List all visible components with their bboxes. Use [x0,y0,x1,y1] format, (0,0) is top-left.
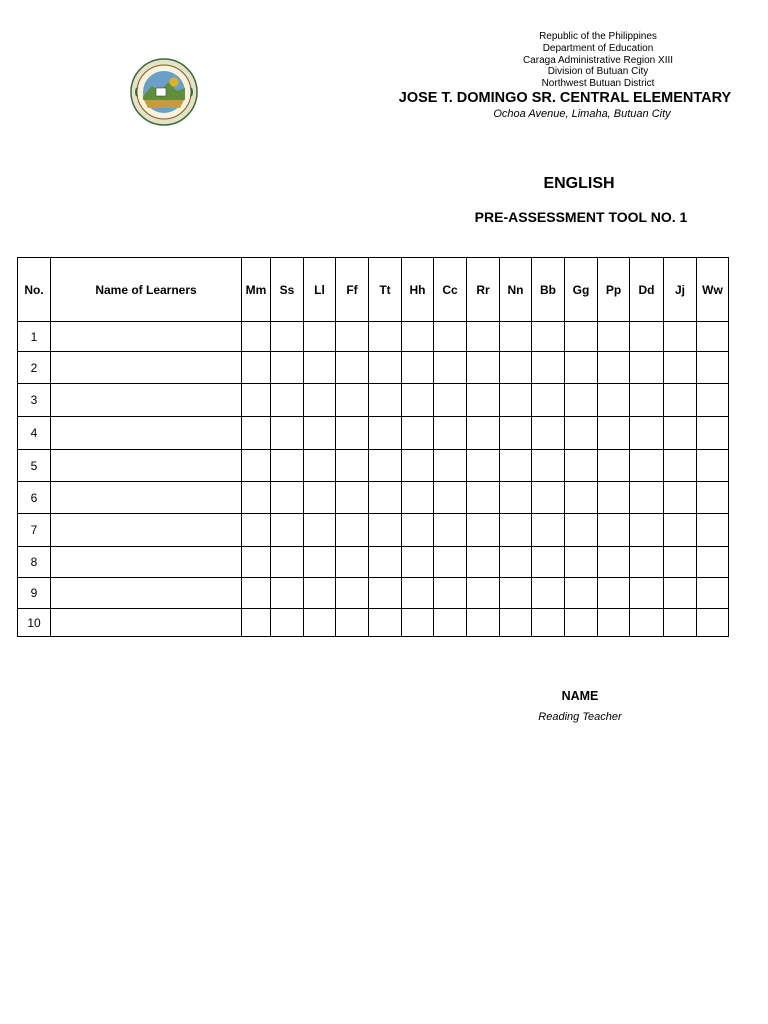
letter-score-cell[interactable] [630,578,664,609]
row-number: 8 [18,547,51,578]
letter-score-cell[interactable] [467,482,500,514]
row-number: 6 [18,482,51,514]
letter-score-cell[interactable] [434,384,467,417]
header-line-district: Northwest Butuan District [541,78,655,90]
letter-score-cell[interactable] [271,322,304,352]
letter-score-cell[interactable] [336,450,369,482]
letter-score-cell[interactable] [369,547,402,578]
letter-score-cell[interactable] [664,609,697,637]
letter-score-cell[interactable] [697,322,729,352]
letter-score-cell[interactable] [598,547,630,578]
letter-score-cell[interactable] [500,384,532,417]
letter-score-cell[interactable] [242,578,271,609]
letter-score-cell[interactable] [697,417,729,450]
letter-score-cell[interactable] [369,578,402,609]
letter-score-cell[interactable] [434,578,467,609]
letter-score-cell[interactable] [697,384,729,417]
letter-score-cell[interactable] [630,450,664,482]
letter-score-cell[interactable] [271,384,304,417]
letter-score-cell[interactable] [532,482,565,514]
table-header-row [18,258,729,322]
letter-score-cell[interactable] [369,322,402,352]
letter-score-cell[interactable] [664,514,697,547]
letter-score-cell[interactable] [697,547,729,578]
header-line-division: Division of Butuan City [547,66,649,78]
header-letter: Pp [598,258,630,322]
header-line-republic: Republic of the Philippines [539,31,657,42]
letter-score-cell[interactable] [598,578,630,609]
letter-score-cell[interactable] [242,450,271,482]
learner-name-cell[interactable] [51,417,242,450]
letter-score-cell[interactable] [467,384,500,417]
letter-score-cell[interactable] [664,482,697,514]
letter-score-cell[interactable] [336,417,369,450]
header-letter: Bb [532,258,565,322]
learner-name-cell[interactable] [51,578,242,609]
letter-score-cell[interactable] [467,547,500,578]
letter-score-cell[interactable] [369,450,402,482]
letter-score-cell[interactable] [630,514,664,547]
letter-score-cell[interactable] [304,450,336,482]
header-letter: Ll [304,258,336,322]
assessment-title: PRE-ASSESSMENT TOOL NO. 1 [474,209,688,225]
letter-score-cell[interactable] [598,609,630,637]
learner-name-cell[interactable] [51,384,242,417]
letter-score-cell[interactable] [467,352,500,384]
letter-score-cell[interactable] [434,450,467,482]
letter-score-cell[interactable] [304,547,336,578]
signatory-name: NAME [561,689,599,703]
letter-score-cell[interactable] [598,417,630,450]
letter-score-cell[interactable] [271,609,304,637]
row-number: 7 [18,514,51,547]
row-number: 4 [18,417,51,450]
letter-score-cell[interactable] [532,609,565,637]
letter-score-cell[interactable] [500,450,532,482]
letter-score-cell[interactable] [336,514,369,547]
letter-score-cell[interactable] [336,322,369,352]
letter-score-cell[interactable] [630,384,664,417]
letter-score-cell[interactable] [271,352,304,384]
assessment-table [17,257,729,637]
table-row [18,322,729,352]
row-number: 2 [18,352,51,384]
letter-score-cell[interactable] [565,578,598,609]
letter-score-cell[interactable] [242,352,271,384]
letter-score-cell[interactable] [500,514,532,547]
table-row [18,352,729,384]
letter-score-cell[interactable] [304,322,336,352]
letter-score-cell[interactable] [369,482,402,514]
letter-score-cell[interactable] [336,482,369,514]
letter-score-cell[interactable] [467,514,500,547]
letter-score-cell[interactable] [630,609,664,637]
learner-name-cell[interactable] [51,322,242,352]
letter-score-cell[interactable] [271,547,304,578]
letter-score-cell[interactable] [598,384,630,417]
letter-score-cell[interactable] [598,352,630,384]
letter-score-cell[interactable] [500,322,532,352]
letter-score-cell[interactable] [598,482,630,514]
letter-score-cell[interactable] [697,352,729,384]
letter-score-cell[interactable] [664,384,697,417]
row-number: 9 [18,578,51,609]
letter-score-cell[interactable] [336,384,369,417]
header-letter: Nn [500,258,532,322]
header-letter: Mm [242,258,271,322]
letter-score-cell[interactable] [402,450,434,482]
letter-score-cell[interactable] [271,417,304,450]
letter-score-cell[interactable] [565,450,598,482]
letter-score-cell[interactable] [664,322,697,352]
division-seal-logo [130,58,198,126]
letter-score-cell[interactable] [271,578,304,609]
letter-score-cell[interactable] [697,578,729,609]
letter-score-cell[interactable] [336,547,369,578]
header-letter: Cc [434,258,467,322]
letter-score-cell[interactable] [271,514,304,547]
table-row [18,578,729,609]
letter-score-cell[interactable] [598,514,630,547]
letter-score-cell[interactable] [467,417,500,450]
letter-score-cell[interactable] [532,322,565,352]
letter-score-cell[interactable] [697,450,729,482]
learner-name-cell[interactable] [51,547,242,578]
letter-score-cell[interactable] [434,514,467,547]
header-letter: Ss [271,258,304,322]
letter-score-cell[interactable] [532,547,565,578]
letter-score-cell[interactable] [242,609,271,637]
table-row [18,609,729,637]
signatory-role: Reading Teacher [538,711,622,723]
letter-score-cell[interactable] [630,547,664,578]
header-letter: Ww [697,258,729,322]
table-row [18,417,729,450]
table-row [18,450,729,482]
agency-header [490,31,706,90]
letter-score-cell[interactable] [304,578,336,609]
letter-score-cell[interactable] [304,514,336,547]
letter-score-cell[interactable] [500,482,532,514]
header-letter: Rr [467,258,500,322]
letter-score-cell[interactable] [630,482,664,514]
letter-score-cell[interactable] [402,482,434,514]
letter-score-cell[interactable] [500,609,532,637]
table-row [18,547,729,578]
subject-title: ENGLISH [543,175,615,192]
row-number: 10 [18,609,51,637]
letter-score-cell[interactable] [565,482,598,514]
header-name-of-learners: Name of Learners [51,258,242,322]
learner-name-cell[interactable] [51,352,242,384]
letter-score-cell[interactable] [434,322,467,352]
header-letter: Tt [369,258,402,322]
letter-score-cell[interactable] [369,384,402,417]
letter-score-cell[interactable] [402,417,434,450]
letter-score-cell[interactable] [434,482,467,514]
letter-score-cell[interactable] [304,482,336,514]
letter-score-cell[interactable] [402,514,434,547]
letter-score-cell[interactable] [500,547,532,578]
letter-score-cell[interactable] [369,609,402,637]
letter-score-cell[interactable] [697,482,729,514]
letter-score-cell[interactable] [565,417,598,450]
letter-score-cell[interactable] [304,417,336,450]
header-letter: Hh [402,258,434,322]
letter-score-cell[interactable] [630,417,664,450]
header-line-department: Department of Education [542,42,654,54]
letter-score-cell[interactable] [369,417,402,450]
letter-score-cell[interactable] [598,450,630,482]
letter-score-cell[interactable] [664,417,697,450]
letter-score-cell[interactable] [304,384,336,417]
letter-score-cell[interactable] [434,417,467,450]
letter-score-cell[interactable] [467,450,500,482]
learner-name-cell[interactable] [51,514,242,547]
letter-score-cell[interactable] [336,352,369,384]
row-number: 3 [18,384,51,417]
letter-score-cell[interactable] [565,384,598,417]
row-number: 1 [18,322,51,352]
school-address: Ochoa Avenue, Limaha, Butuan City [493,108,671,120]
row-number: 5 [18,450,51,482]
letter-score-cell[interactable] [664,352,697,384]
school-name: JOSE T. DOMINGO SR. CENTRAL ELEMENTARY [398,90,732,106]
letter-score-cell[interactable] [467,609,500,637]
header-letter: Jj [664,258,697,322]
letter-score-cell[interactable] [369,352,402,384]
table-row [18,384,729,417]
letter-score-cell[interactable] [242,547,271,578]
letter-score-cell[interactable] [467,322,500,352]
letter-score-cell[interactable] [242,417,271,450]
letter-score-cell[interactable] [500,578,532,609]
letter-score-cell[interactable] [402,322,434,352]
letter-score-cell[interactable] [532,450,565,482]
letter-score-cell[interactable] [500,417,532,450]
letter-score-cell[interactable] [271,482,304,514]
letter-score-cell[interactable] [565,352,598,384]
letter-score-cell[interactable] [434,352,467,384]
letter-score-cell[interactable] [532,384,565,417]
header-line-region: Caraga Administrative Region XIII [522,54,674,66]
letter-score-cell[interactable] [664,450,697,482]
learner-name-cell[interactable] [51,450,242,482]
letter-score-cell[interactable] [532,514,565,547]
letter-score-cell[interactable] [402,547,434,578]
letter-score-cell[interactable] [532,417,565,450]
letter-score-cell[interactable] [402,384,434,417]
learner-name-cell[interactable] [51,482,242,514]
letter-score-cell[interactable] [336,578,369,609]
letter-score-cell[interactable] [664,578,697,609]
letter-score-cell[interactable] [242,514,271,547]
header-no: No. [18,258,51,322]
letter-score-cell[interactable] [467,578,500,609]
letter-score-cell[interactable] [664,547,697,578]
letter-score-cell[interactable] [500,352,532,384]
letter-score-cell[interactable] [434,547,467,578]
letter-score-cell[interactable] [598,322,630,352]
letter-score-cell[interactable] [402,352,434,384]
letter-score-cell[interactable] [336,609,369,637]
learner-name-cell[interactable] [51,609,242,637]
header-letter: Ff [336,258,369,322]
letter-score-cell[interactable] [697,609,729,637]
letter-score-cell[interactable] [565,514,598,547]
letter-score-cell[interactable] [242,482,271,514]
letter-score-cell[interactable] [532,352,565,384]
letter-score-cell[interactable] [630,352,664,384]
letter-score-cell[interactable] [242,384,271,417]
letter-score-cell[interactable] [304,609,336,637]
letter-score-cell[interactable] [630,322,664,352]
letter-score-cell[interactable] [434,609,467,637]
letter-score-cell[interactable] [304,352,336,384]
letter-score-cell[interactable] [565,609,598,637]
letter-score-cell[interactable] [565,547,598,578]
letter-score-cell[interactable] [532,578,565,609]
letter-score-cell[interactable] [697,514,729,547]
table-body [18,322,729,637]
letter-score-cell[interactable] [271,450,304,482]
header-letter: Gg [565,258,598,322]
letter-score-cell[interactable] [369,514,402,547]
letter-score-cell[interactable] [402,578,434,609]
letter-score-cell[interactable] [242,322,271,352]
header-letter: Dd [630,258,664,322]
table-row [18,514,729,547]
letter-score-cell[interactable] [402,609,434,637]
letter-score-cell[interactable] [565,322,598,352]
table-row [18,482,729,514]
